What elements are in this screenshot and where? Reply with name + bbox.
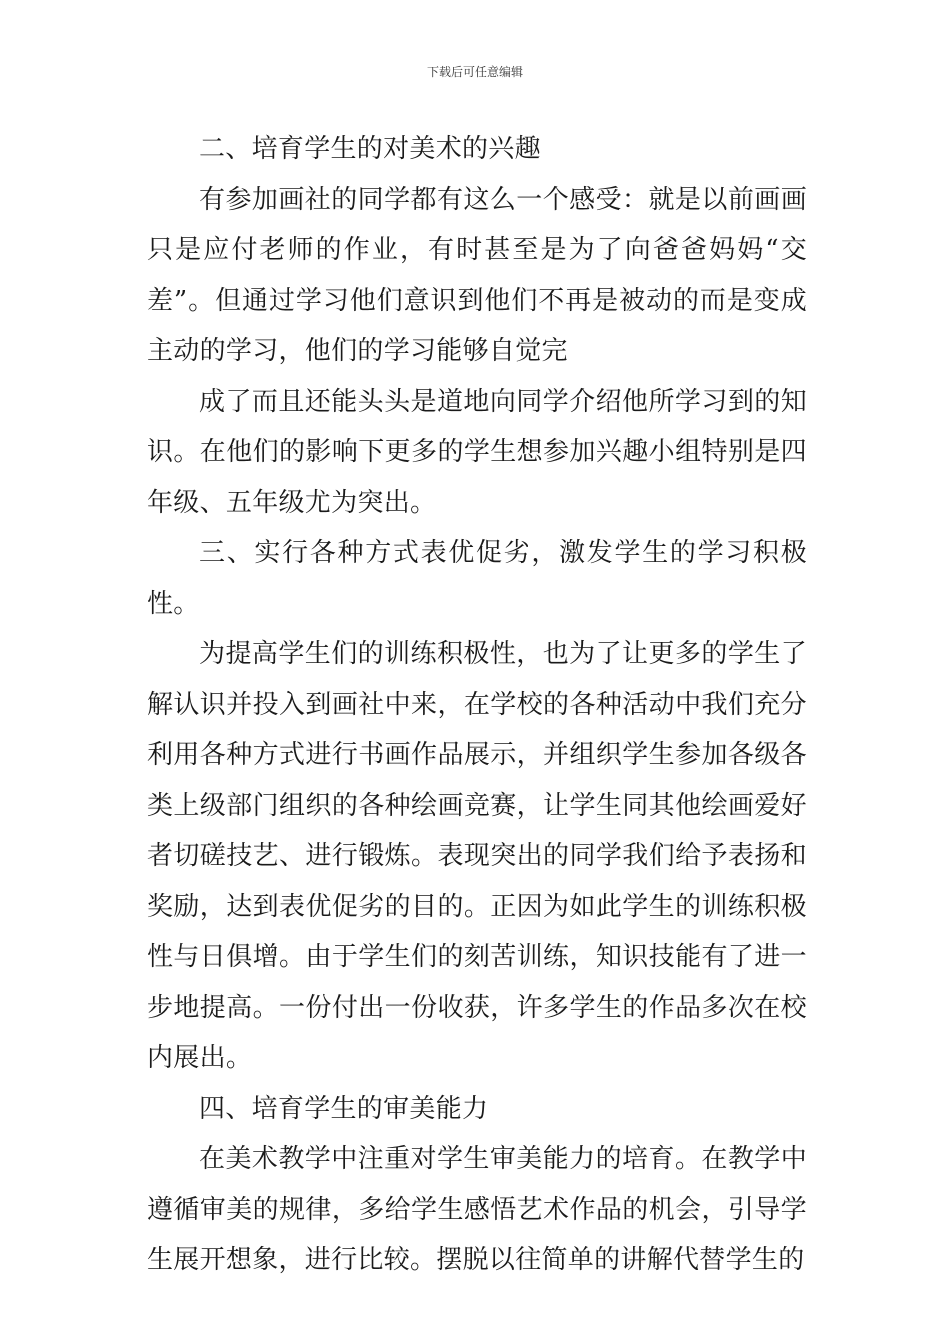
section-heading-interest: 二、培育学生的对美术的兴趣: [199, 134, 541, 164]
body-paragraph: 为提高学生们的训练积极性，也为了让更多的学生了解认识并投入到画社中来，在学校的各种活动中我们充分利用各种方式进行书画作品展示，并组织学生参加各级各类上级部门组织的各种绘画竞赛，让学生同其他绘画爱好者切磋技艺、进行锻炼。表现突出的同学我们给予表扬和奖励，达到表优促劣的目的。正因为如此学生的训练积极性与日俱增。由于学生们的刻苦训练，知识技能有了进一步地提高。一份付出一份收获，许多学生的作品多次在校内展出。: [147, 639, 807, 1073]
section-heading-motivation: 三、实行各种方式表优促劣，激发学生的学习积极性。: [147, 538, 807, 619]
body-paragraph: 成了而且还能头头是道地向同学介绍他所学习到的知识。在他们的影响下更多的学生想参加兴趣小组特别是四年级、五年级尤为突出。: [147, 386, 807, 518]
section-heading-aesthetics: 四、培育学生的审美能力: [199, 1093, 489, 1124]
page-header: 下载后可任意编辑: [426, 65, 523, 79]
document-body: [147, 124, 807, 1286]
body-paragraph: 在美术教学中注重对学生审美能力的培育。在教学中遵循审美的规律，多给学生感悟艺术作品的机会，引导学生展开想象，进行比较。摆脱以往简单的讲解代替学生的: [147, 1144, 807, 1275]
body-paragraph: 有参加画社的同学都有这么一个感受：就是以前画画只是应付老师的作业，有时甚至是为了向爸爸妈妈“交差”。但通过学习他们意识到他们不再是被动的而是变成主动的学习，他们的学习能够自觉完: [147, 184, 807, 366]
